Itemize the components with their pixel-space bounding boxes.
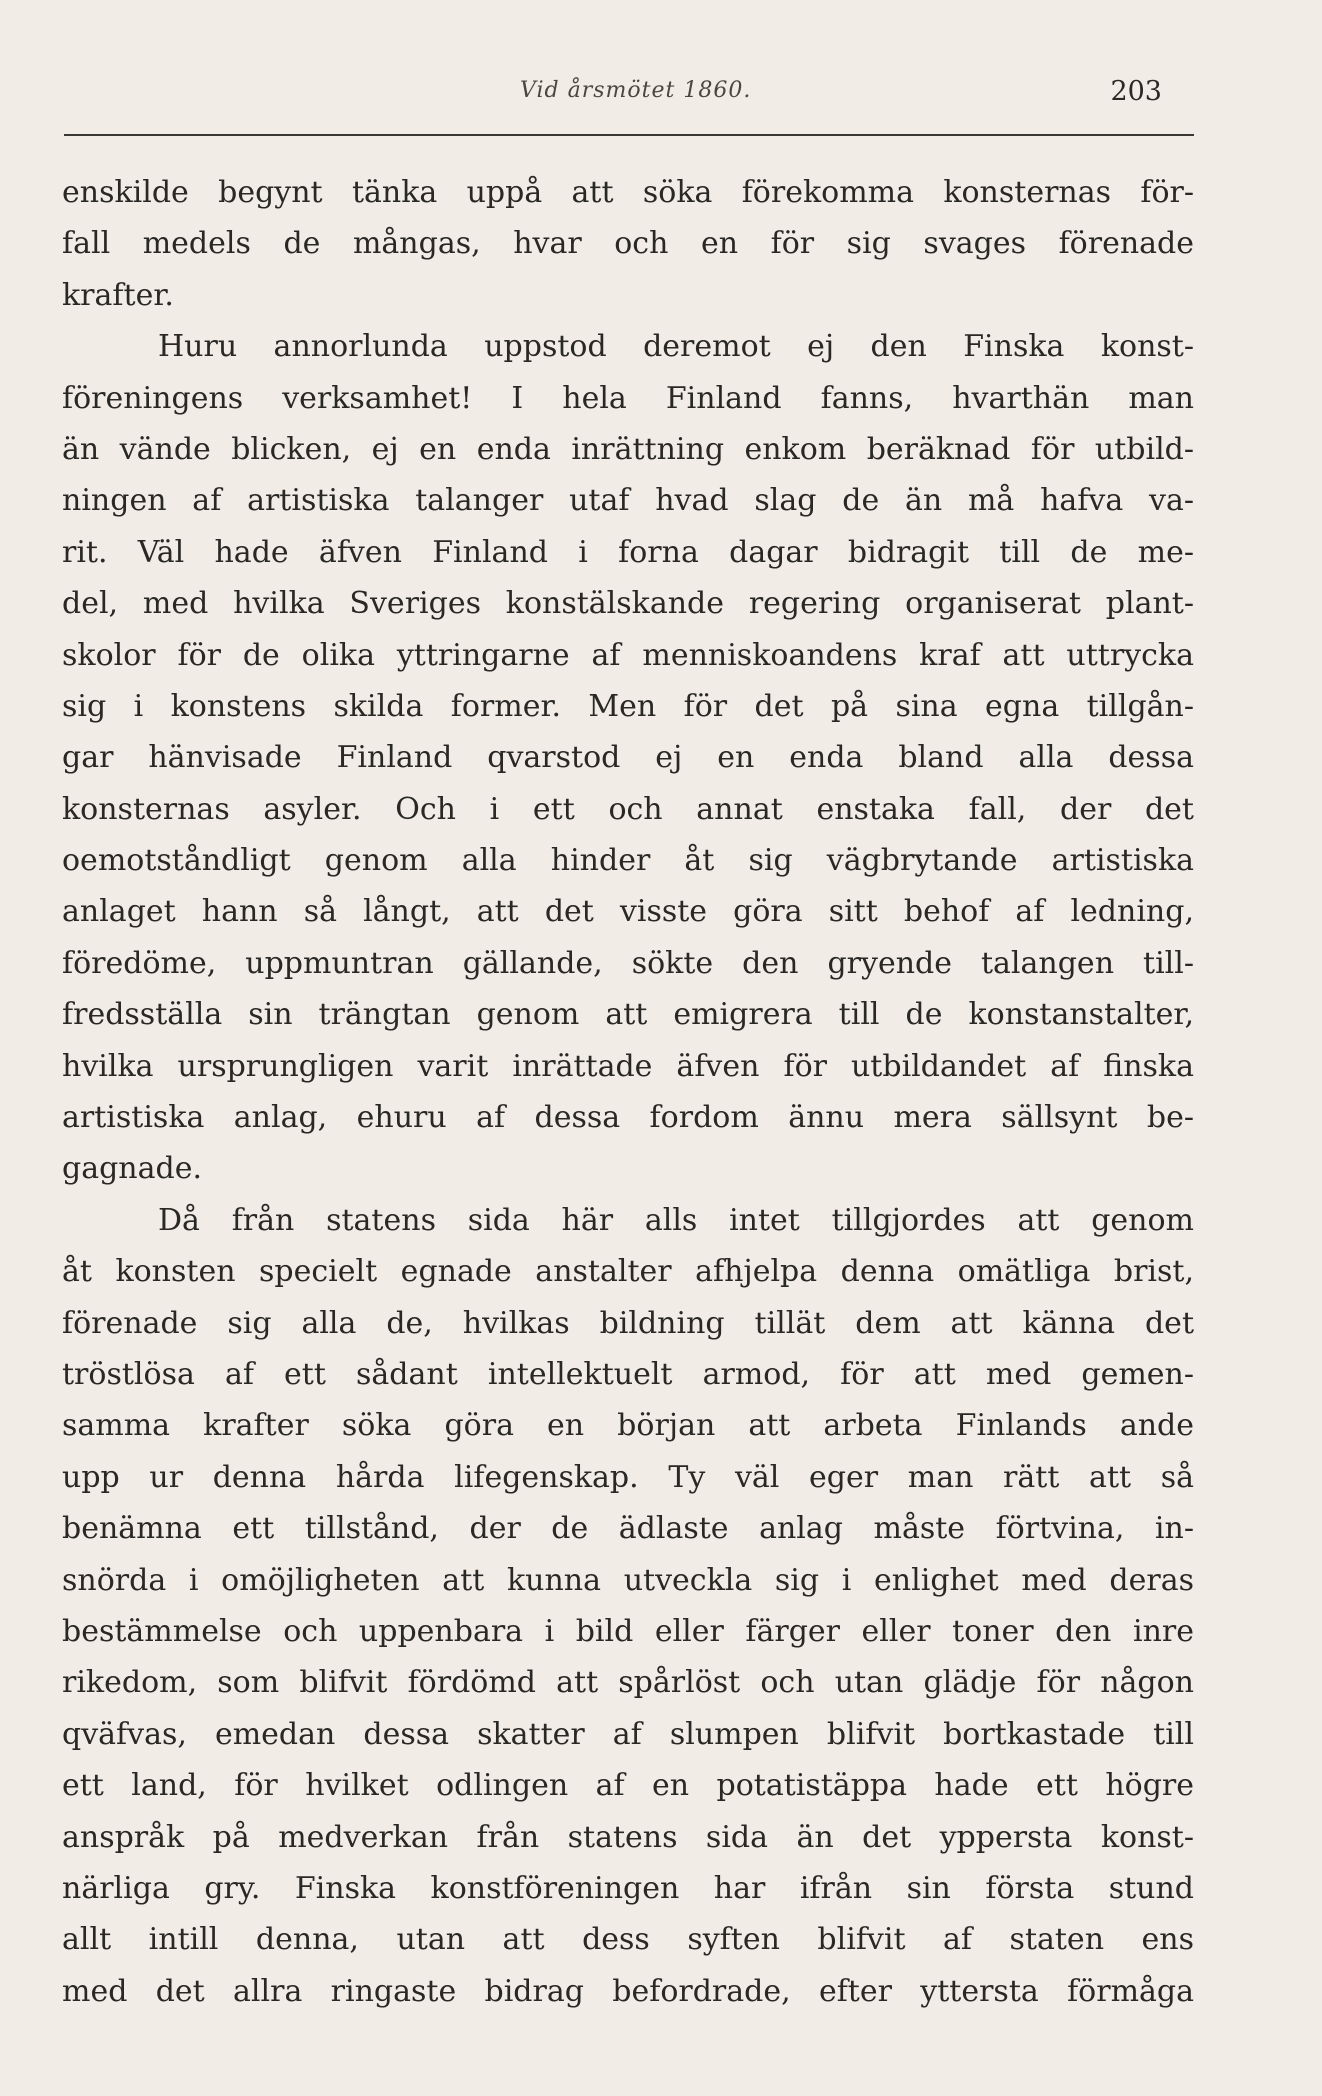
text-line: ningen af artistiska talanger utaf hvad slag de än må hafva va- [62,483,1194,519]
header-rule [64,134,1194,136]
text-line: förenade sig alla de, hvilkas bildning tillät dem att känna det [62,1305,1194,1341]
text-line: närliga gry. Finska konstföreningen har ifrån sin första stund [62,1870,1194,1906]
text-line: oemotståndligt genom alla hinder åt sig vägbrytande artistiska [62,843,1194,879]
text-line: bestämmelse och uppenbara i bild eller färger eller toner den inre [62,1613,1194,1649]
text-line: rikedom, som blifvit fördömd att spårlöst och utan glädje för någon [62,1665,1194,1701]
text-line: enskilde begynt tänka uppå att söka förekomma konsternas för- [62,175,1194,210]
text-line: än vände blicken, ej en enda inrättning enkom beräknad för utbild- [62,431,1194,467]
text-line: samma krafter söka göra en början att arbeta Finlands ande [62,1408,1194,1444]
text-line: skolor för de olika yttringarne af menniskoandens kraf att uttrycka [62,637,1194,673]
body-text [62,167,1194,2017]
text-line: föreningens verksamhet! I hela Finland fanns, hvarthän man [62,380,1194,416]
text-line: ett land, för hvilket odlingen af en potatistäppa hade ett högre [62,1768,1194,1804]
text-line: åt konsten specielt egnade anstalter afhjelpa denna omätliga brist, [62,1254,1194,1290]
text-line: konsternas asyler. Och i ett och annat enstaka fall, der det [62,791,1194,827]
text-line: qväfvas, emedan dessa skatter af slumpen blifvit bortkastade till [62,1716,1194,1752]
text-line: artistiska anlag, ehuru af dessa fordom ännu mera sällsynt be- [62,1100,1194,1136]
text-line: sig i konstens skilda former. Men för det på sina egna tillgån- [62,688,1194,724]
text-line: krafter. [62,277,174,313]
text-line: gar hänvisade Finland qvarstod ej en enda bland alla dessa [62,740,1194,776]
running-title: Vid årsmötet 1860. [520,78,752,103]
text-line: fredsställa sin trängtan genom att emigrera till de konstanstalter, [62,997,1194,1033]
page-number: 203 [1110,76,1162,107]
text-line: med det allra ringaste bidrag befordrade, efter yttersta förmåga [62,1973,1194,2009]
text-line: tröstlösa af ett sådant intellektuelt armod, för att med gemen- [62,1356,1194,1392]
text-line: Huru annorlunda uppstod deremot ej den Finska konst- [158,329,1194,365]
text-line: rit. Väl hade äfven Finland i forna dagar bidragit till de me- [62,534,1194,570]
running-header [0,78,1322,118]
text-line: anlaget hann så långt, att det visste göra sitt behof af ledning, [62,894,1194,930]
text-line: anspråk på medverkan från statens sida än det yppersta konst- [62,1819,1194,1855]
text-line: hvilka ursprungligen varit inrättade äfven för utbildandet af finska [62,1048,1194,1084]
text-line: Då från statens sida här alls intet tillgjordes att genom [158,1202,1194,1238]
text-line: fall medels de mångas, hvar och en för sig svages förenade [62,226,1194,262]
text-line: föredöme, uppmuntran gällande, sökte den gryende talangen till- [62,945,1194,981]
text-line: gagnade. [62,1151,202,1187]
text-line: allt intill denna, utan att dess syften blifvit af staten ens [62,1922,1194,1958]
text-line: snörda i omöjligheten att kunna utveckla sig i enlighet med deras [62,1562,1194,1598]
text-line: benämna ett tillstånd, der de ädlaste anlag måste förtvina, in- [62,1511,1194,1547]
text-line: upp ur denna hårda lifegenskap. Ty väl eger man rätt att så [62,1459,1194,1495]
text-line: del, med hvilka Sveriges konstälskande regering organiserat plant- [62,586,1194,622]
